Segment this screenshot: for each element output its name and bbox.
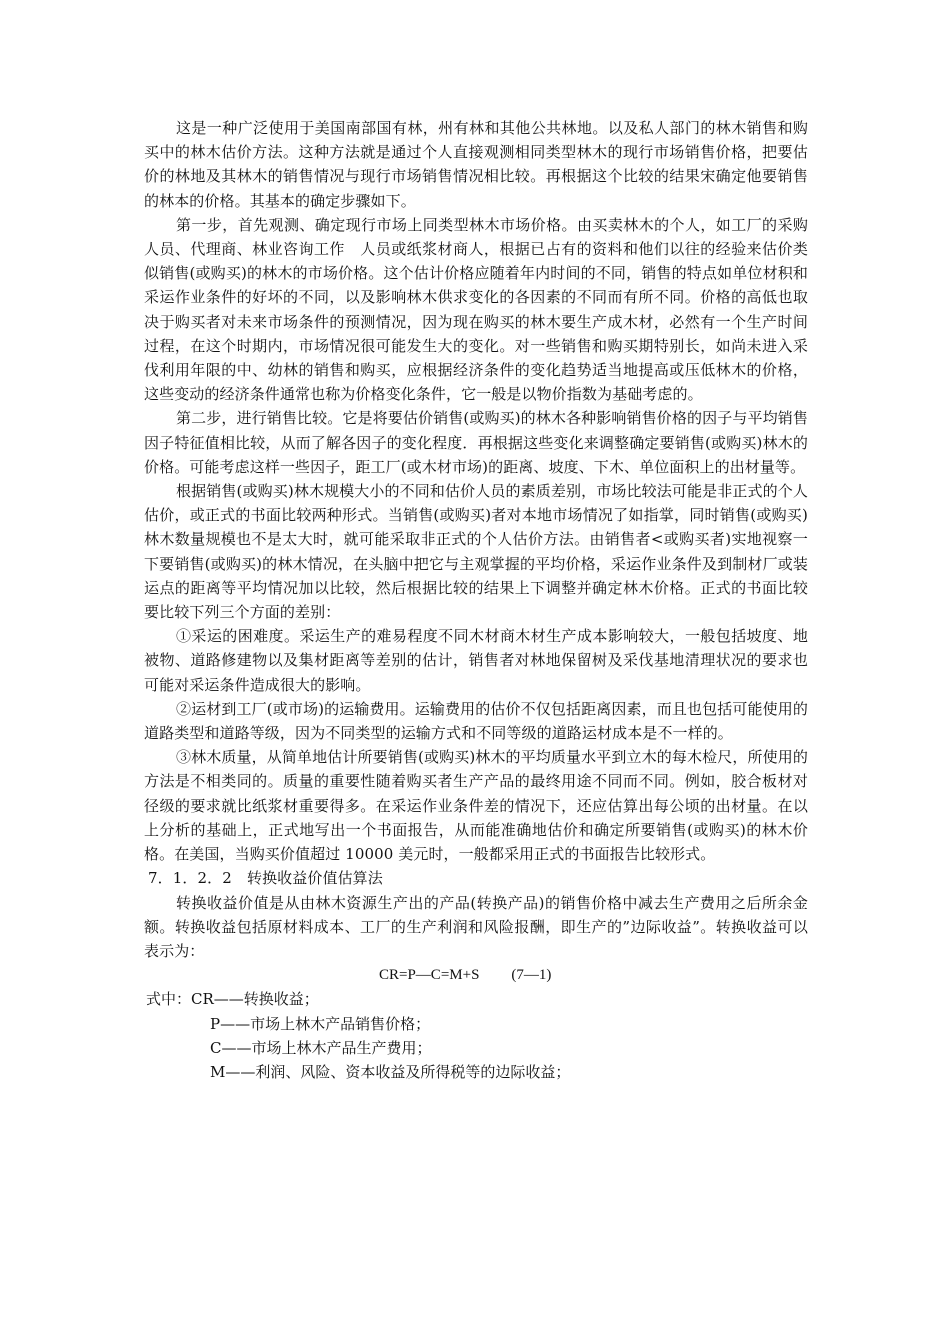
paragraph-item-three: ③林木质量，从简单地估计所要销售(或购买)林木的平均质量水平到立木的每木检尺，所使用的方法是不相类同的。质量的重要性随着购买者生产产品的最终用途不同而不同。例如，胶合板材对径级的要求就比纸浆材重要得多。在采运作业条件差的情况下，还应估算出每公顷的出材量。在以上分析的基础上，正式地写出一个书面报告，从而能准确地估价和确定所要销售(或购买)的林木价格。在美国，当购买价值超过 10000 美元时，一般都采用正式的书面报告比较形式。 xyxy=(144,748,808,864)
definition-cr: CR——转换收益； xyxy=(191,990,319,1009)
section-heading: 7．1．2．2 转换收益价值估算法 xyxy=(148,869,383,888)
paragraph-formal-informal: 根据销售(或购买)林木规模大小的不同和估价人员的素质差别，市场比较法可能是非正式的个人估价，或正式的书面比较两种形式。当销售(或购买)者对本地市场情况了如指掌，同时销售(或购买)林木数量规模也不是太大时，就可能采取非正式的个人估价方法。由销售者<或购买者)实地视察一下要销售(或购买)的林木情况，在头脑中把它与主观掌握的平均价格，采运作业条件及到制材厂或装运点的距离等平均情况加以比较，然后根据比较的结果上下调整并确定林木价格。正式的书面比较要比较下列三个方面的差别： xyxy=(144,482,808,622)
page-body xyxy=(144,116,808,1084)
paragraph-item-two: ②运材到工厂(或市场)的运输费用。运输费用的估价不仅包括距离因素，而且也包括可能使用的道路类型和道路等级，因为不同类型的运输方式和不同等级的道路运材成本是不一样的。 xyxy=(144,699,808,743)
formula-line xyxy=(144,963,808,987)
formula-expression: CR=P—C=M+S xyxy=(379,967,480,984)
paragraph-intro: 这是一种广泛使用于美国南部国有林，州有林和其他公共林地。以及私人部门的林木销售和购买中的林木估价方法。这种方法就是通过个人直接观测相同类型林木的现行市场销售价格，把要估价的林地及其林木的销售情况与现行市场销售情况相比较。再根据这个比较的结果宋确定他要销售的林本的价格。其基本的确定步骤如下。 xyxy=(144,119,808,210)
definition-c: C——市场上林木产品生产费用； xyxy=(210,1038,432,1057)
definition-m: M——利润、风险、资本收益及所得税等的边际收益； xyxy=(210,1062,571,1081)
definition-row xyxy=(144,987,808,1011)
paragraph-item-one: ①采运的困难度。采运生产的难易程度不同木材商木材生产成本影响较大，一般包括坡度、地被物、道路修建物以及集材距离等差别的估计，销售者对林地保留树及采伐基地清理状况的要求也可能对采运条件造成很大的影响。 xyxy=(144,627,808,694)
formula-number: (7—1) xyxy=(511,967,552,984)
paragraph-step-two: 第二步，进行销售比较。它是将要估价销售(或购买)的林木各种影响销售价格的因子与平均销售因子特征值相比较，从而了解各因子的变化程度．再根据这些变化来调整确定要销售(或购买)林木的价格。可能考虑这样一些因子，距工厂(或木材市场)的距离、坡度、下木、单位面积上的出材量等。 xyxy=(144,409,808,476)
definition-lead: 式中： xyxy=(146,990,192,1009)
formula-definitions xyxy=(144,987,808,1084)
paragraph-conversion-return: 转换收益价值是从由林木资源生产出的产品(转换产品)的销售价格中减去生产费用之后所余金额。转换收益包括原材料成本、工厂的生产利润和风险报酬，即生产的”边际收益”。转换收益可以表示为： xyxy=(144,893,808,960)
definition-p: P——市场上林木产品销售价格； xyxy=(210,1014,431,1033)
paragraph-step-one: 第一步，首先观测、确定现行市场上同类型林木市场价格。由买卖林木的个人，如工厂的采购人员、代理商、林业咨询工作 人员或纸浆材商人，根据已占有的资料和他们以往的经验来估价类似销售(或购买)的林木的市场价格。这个估计价格应随着年内时间的不同，销售的特点如单位材积和采运作业条件的好坏的不同，以及影响林木供求变化的各因素的不同而有所不同。价格的高低也取决于购买者对未来市场条件的预测情况，因为现在购买的林木要生产成木材，必然有一个生产时间过程，在这个时期内，市场情况很可能发生大的变化。对一些销售和购买期特别长，如尚未进入采伐利用年限的中、幼林的销售和购买，应根据经济条件的变化趋势适当地提高或压低林木的价格，这些变动的经济条件通常也称为价格变化条件，它一般是以物价指数为基础考虑的。 xyxy=(144,215,808,404)
